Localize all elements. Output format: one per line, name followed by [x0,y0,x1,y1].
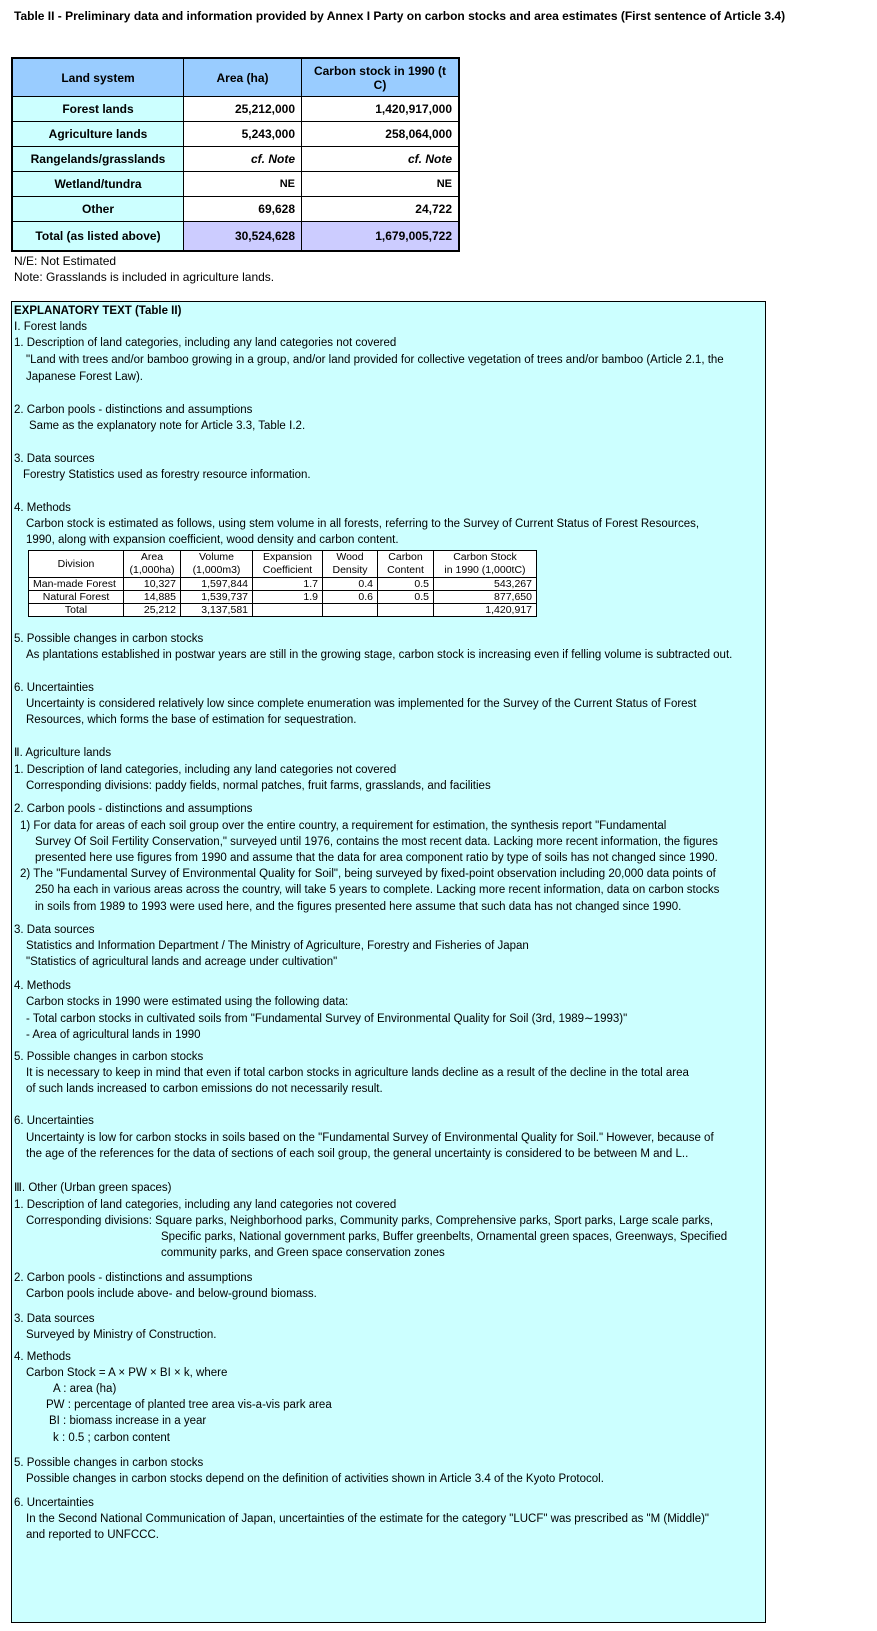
explanatory-line: 1. Description of land categories, including any land categories not covered [14,337,397,349]
forest-table [28,550,537,617]
explanatory-line: the age of the references for the data of sections of each soil group, the general uncertainty is considered to be between M and L.. [26,1148,689,1160]
note-ne: N/E: Not Estimated [14,254,117,268]
cell-division: Man-made Forest [29,578,124,591]
explanatory-line: Corresponding divisions: Square parks, Neighborhood parks, Community parks, Comprehensive parks, Sport parks, Large scale parks, [26,1215,714,1227]
explanatory-line: 4. Methods [14,1351,71,1363]
row-carbon: 24,722 [302,197,460,222]
explanatory-line: Carbon pools include above- and below-ground biomass. [26,1288,317,1300]
explanatory-line: 2. Carbon pools - distinctions and assumptions [14,1272,253,1284]
explanatory-line: Japanese Forest Law). [26,371,143,383]
table-row [12,172,459,197]
explanatory-line: of such lands increased to carbon emissions do not necessarily result. [26,1083,383,1095]
explanatory-line: Uncertainty is low for carbon stocks in soils based on the "Fundamental Survey of Environmental Quality for Soil." However, because of [26,1132,714,1144]
explanatory-line: Survey Of Soil Fertility Conservation," surveyed until 1976, contains the most recent data. Lacking more recent information, the figures [35,836,718,848]
explanatory-line: 4. Methods [14,502,71,514]
cell-wood-density: 0.4 [323,578,378,591]
explanatory-line: Ⅱ. Agriculture lands [14,747,112,759]
explanatory-line: 5. Possible changes in carbon stocks [14,1051,204,1063]
explanatory-line: Carbon Stock = A × PW × BI × k, where [26,1367,228,1379]
explanatory-line: k : 0.5 ; carbon content [53,1432,170,1444]
row-carbon: 258,064,000 [302,122,460,147]
cell-wood-density: 0.6 [323,591,378,604]
row-label: Forest lands [12,97,184,122]
header-area: Area (ha) [184,58,302,97]
explanatory-line: As plantations established in postwar years are still in the growing stage, carbon stock is increasing even if felling volume is subtracted out. [26,649,733,661]
explanatory-line: A : area (ha) [53,1383,117,1395]
forest-table-header [29,551,537,578]
explanatory-line: Forestry Statistics used as forestry resource information. [23,469,311,481]
cell-volume: 1,539,737 [181,591,253,604]
cell-wood-density [323,604,378,617]
explanatory-line: 2. Carbon pools - distinctions and assumptions [14,404,253,416]
explanatory-line: in soils from 1989 to 1993 were used here, and the figures presented here assume that such data has not changed since 1990. [35,901,682,913]
explanatory-line: 1. Description of land categories, including any land categories not covered [14,1199,397,1211]
explanatory-line: 6. Uncertainties [14,1115,94,1127]
explanatory-line: Carbon stocks in 1990 were estimated using the following data: [26,996,349,1008]
header-carbon-content: Carbon Content [378,551,434,578]
table-total-row [29,604,537,617]
explanatory-line: Possible changes in carbon stocks depend on the definition of activities shown in Article 3.4 of the Kyoto Protocol. [26,1473,604,1485]
header-division: Division [29,551,124,578]
explanatory-line: 4. Methods [14,980,71,992]
explanatory-line: 5. Possible changes in carbon stocks [14,633,204,645]
row-area: NE [184,172,302,197]
cell-area: 25,212 [124,604,181,617]
explanatory-line: 1990, along with expansion coefficient, wood density and carbon content. [26,534,399,546]
explanatory-line: and reported to UNFCCC. [26,1529,159,1541]
explanatory-line: 1. Description of land categories, including any land categories not covered [14,764,397,776]
row-carbon: cf. Note [302,147,460,172]
cell-area: 14,885 [124,591,181,604]
table-row [12,147,459,172]
cell-carbon-content [378,604,434,617]
explanatory-line: "Land with trees and/or bamboo growing in a group, and/or land provided for collective vegetation of trees and/or bamboo (Article 2.1, the [26,354,724,366]
explanatory-line: 5. Possible changes in carbon stocks [14,1457,204,1469]
page-title: Table II - Preliminary data and information provided by Annex I Party on carbon stocks and area estimates (First sentence of Article 3.4) [14,9,786,23]
explanatory-line: 250 ha each in various areas across the country, will take 5 years to complete. Lacking more recent information, data on carbon stocks [35,884,720,896]
row-carbon: NE [302,172,460,197]
header-volume: Volume (1,000m3) [181,551,253,578]
explanatory-line: It is necessary to keep in mind that even if total carbon stocks in agriculture lands decline as a result of the decline in the total area [26,1067,689,1079]
table-header-row [12,58,459,97]
table-row [12,97,459,122]
explanatory-line: Statistics and Information Department / The Ministry of Agriculture, Forestry and Fisheries of Japan [26,940,529,952]
row-area: 69,628 [184,197,302,222]
explanatory-line: 2) The "Fundamental Survey of Environmental Quality for Soil", being surveyed by fixed-point observation including 20,000 data points of [20,868,716,880]
explanatory-line: 6. Uncertainties [14,1497,94,1509]
cell-carbon-stock: 877,650 [434,591,537,604]
explanatory-line: 1) For data for areas of each soil group over the entire country, a requirement for estimation, the synthesis report "Fundamental [20,820,667,832]
explanatory-line: 2. Carbon pools - distinctions and assumptions [14,803,253,815]
cell-carbon-content: 0.5 [378,591,434,604]
header-land-system: Land system [12,58,184,97]
row-area: 25,212,000 [184,97,302,122]
row-label: Other [12,197,184,222]
explanatory-line: Uncertainty is considered relatively low since complete enumeration was implemented for the Survey of the Current Status of Forest [26,698,697,710]
table-notes [14,253,274,285]
row-label: Total (as listed above) [12,222,184,252]
header-wood-density: Wood Density [323,551,378,578]
cell-expansion: 1.7 [253,578,323,591]
header-carbon-stock: Carbon stock in 1990 (t C) [302,58,460,97]
cell-division: Total [29,604,124,617]
explanatory-line: Surveyed by Ministry of Construction. [26,1329,217,1341]
cell-carbon-stock: 543,267 [434,578,537,591]
row-label: Wetland/tundra [12,172,184,197]
cell-volume: 1,597,844 [181,578,253,591]
cell-carbon-stock: 1,420,917 [434,604,537,617]
table-row [29,591,537,604]
explanatory-line: PW : percentage of planted tree area vis-a-vis park area [46,1399,332,1411]
explanatory-line: Ⅲ. Other (Urban green spaces) [14,1182,172,1194]
row-area: cf. Note [184,147,302,172]
explanatory-line: 3. Data sources [14,924,95,936]
header-carbon-stock: Carbon Stock in 1990 (1,000tC) [434,551,537,578]
header-expansion: Expansion Coefficient [253,551,323,578]
table-row [29,578,537,591]
explanatory-line: BI : biomass increase in a year [49,1415,207,1427]
cell-expansion: 1.9 [253,591,323,604]
row-area: 30,524,628 [184,222,302,252]
land-system-table [11,57,460,252]
row-label: Rangelands/grasslands [12,147,184,172]
header-area: Area (1,000ha) [124,551,181,578]
row-carbon: 1,420,917,000 [302,97,460,122]
row-area: 5,243,000 [184,122,302,147]
explanatory-line: Carbon stock is estimated as follows, using stem volume in all forests, referring to the Survey of Current Status of Forest Resources, [26,518,700,530]
cell-carbon-content: 0.5 [378,578,434,591]
table-total-row [12,222,459,252]
table-row [12,197,459,222]
explanatory-line: - Total carbon stocks in cultivated soils from "Fundamental Survey of Environmental Quality for Soil (3rd, 1989∼1993)" [26,1013,628,1025]
explanatory-line: 6. Uncertainties [14,682,94,694]
row-carbon: 1,679,005,722 [302,222,460,252]
explanatory-line: - Area of agricultural lands in 1990 [26,1029,201,1041]
explanatory-line: In the Second National Communication of Japan, uncertainties of the estimate for the category "LUCF" was prescribed as "M (Middle)" [26,1513,710,1525]
cell-division: Natural Forest [29,591,124,604]
explanatory-line: EXPLANATORY TEXT (Table II) [14,305,182,317]
explanatory-line: Corresponding divisions: paddy fields, normal patches, fruit farms, grasslands, and facilities [26,780,491,792]
explanatory-line: Same as the explanatory note for Article 3.3, Table Ⅰ.2. [29,420,306,432]
note-grasslands: Note: Grasslands is included in agriculture lands. [14,270,275,284]
row-label: Agriculture lands [12,122,184,147]
explanatory-line: 3. Data sources [14,1313,95,1325]
explanatory-line: Ⅰ. Forest lands [14,321,88,333]
table-row [12,122,459,147]
explanatory-line: presented here use figures from 1990 and assume that the data for area component ratio by type of soils has not changed since 1990. [35,852,718,864]
explanatory-line: 3. Data sources [14,453,95,465]
explanatory-line: community parks, and Green space conservation zones [161,1247,445,1259]
cell-expansion [253,604,323,617]
explanatory-line: Specific parks, National government parks, Buffer greenbelts, Ornamental green spaces, Greenways, Specified [161,1231,728,1243]
explanatory-line: Resources, which forms the base of estimation for sequestration. [26,714,357,726]
cell-area: 10,327 [124,578,181,591]
cell-volume: 3,137,581 [181,604,253,617]
explanatory-line: "Statistics of agricultural lands and acreage under cultivation" [26,956,338,968]
